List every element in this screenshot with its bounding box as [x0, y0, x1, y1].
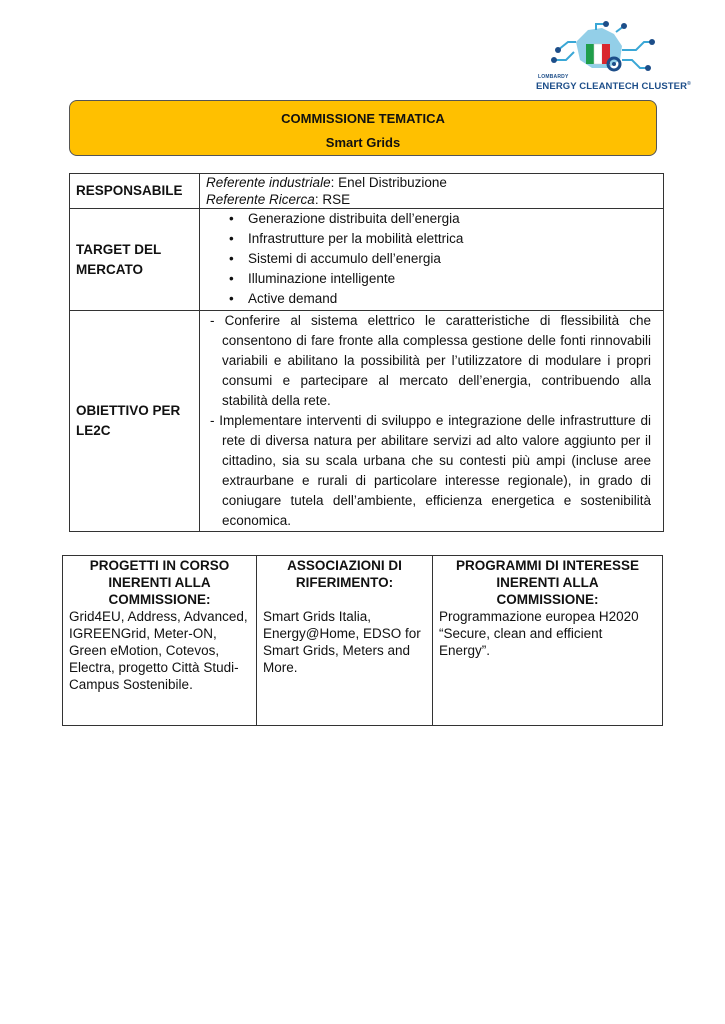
projects-list: Grid4EU, Address, Advanced, IGREENGrid, Meter-ON, Green eMotion, Cotevos, Electra, progetto Città Studi-Campus Sostenibile.: [69, 609, 248, 692]
obiettivo-content: [200, 311, 664, 532]
commission-details-table: [69, 173, 664, 532]
commission-banner: [69, 100, 657, 156]
target-content: [200, 209, 664, 311]
logo-small-text: LOMBARDY: [538, 74, 569, 80]
projects-column: [63, 556, 257, 726]
associations-list: Smart Grids Italia, Energy@Home, EDSO for Smart Grids, Meters and More.: [263, 609, 421, 675]
referente-industriale: Referente industriale: Enel Distribuzione: [206, 175, 447, 190]
responsabile-header: RESPONSABILE: [70, 174, 200, 209]
referente-ricerca: Referente Ricerca: RSE: [206, 192, 351, 207]
objective-item: - Implementare interventi di sviluppo e integrazione delle infrastrutture di rete di diversa natura per abilitare servizi ad alto valore aggiunto per il cittadino, sia su scala urbana che su contesti più ampi (incluse aree extraurbane e rurali di particolare interesse regionale), in grado di coniugare tutela dell’ambiente, efficienza energetica e sostenibilità economica.: [210, 413, 651, 528]
list-item: • Active demand: [206, 289, 657, 309]
programs-column: [433, 556, 663, 726]
list-item: • Generazione distribuita dell’energia: [206, 209, 657, 229]
objective-item: - Conferire al sistema elettrico le caratteristiche di flessibilità che consentono di fare fronte alla complessa gestione delle fonti rinnovabili variabili e abilitano la possibilità per l’utilizzatore di modulare i propri consumi e partecipare al mercato dell’energia, contribuendo alla stabilità della rete.: [210, 313, 651, 408]
projects-heading: PROGETTI IN CORSO INERENTI ALLA COMMISSIONE:: [89, 558, 230, 607]
list-item: • Infrastrutture per la mobilità elettrica: [206, 229, 657, 249]
obiettivo-row: [70, 311, 664, 532]
target-header: TARGET DEL MERCATO: [70, 209, 200, 311]
programs-heading: PROGRAMMI DI INTERESSE INERENTI ALLA COMMISSIONE:: [455, 558, 639, 607]
target-row: [70, 209, 664, 311]
associations-column: [257, 556, 433, 726]
logo-name: ENERGY CLEANTECH CLUSTER®: [536, 81, 691, 93]
references-table: [62, 555, 663, 726]
obiettivo-header: OBIETTIVO PER LE2C: [70, 311, 200, 532]
banner-subtitle: Smart Grids: [325, 135, 401, 150]
responsabile-content: [200, 174, 664, 209]
list-item: • Sistemi di accumulo dell’energia: [206, 249, 657, 269]
target-list: [206, 209, 657, 309]
associations-heading: ASSOCIAZIONI DI RIFERIMENTO:: [287, 558, 402, 590]
banner-title: COMMISSIONE TEMATICA: [281, 111, 445, 126]
programs-list: Programmazione europea H2020 “Secure, clean and efficient Energy”.: [439, 609, 639, 658]
list-item: • Illuminazione intelligente: [206, 269, 657, 289]
responsabile-row: [70, 174, 664, 209]
